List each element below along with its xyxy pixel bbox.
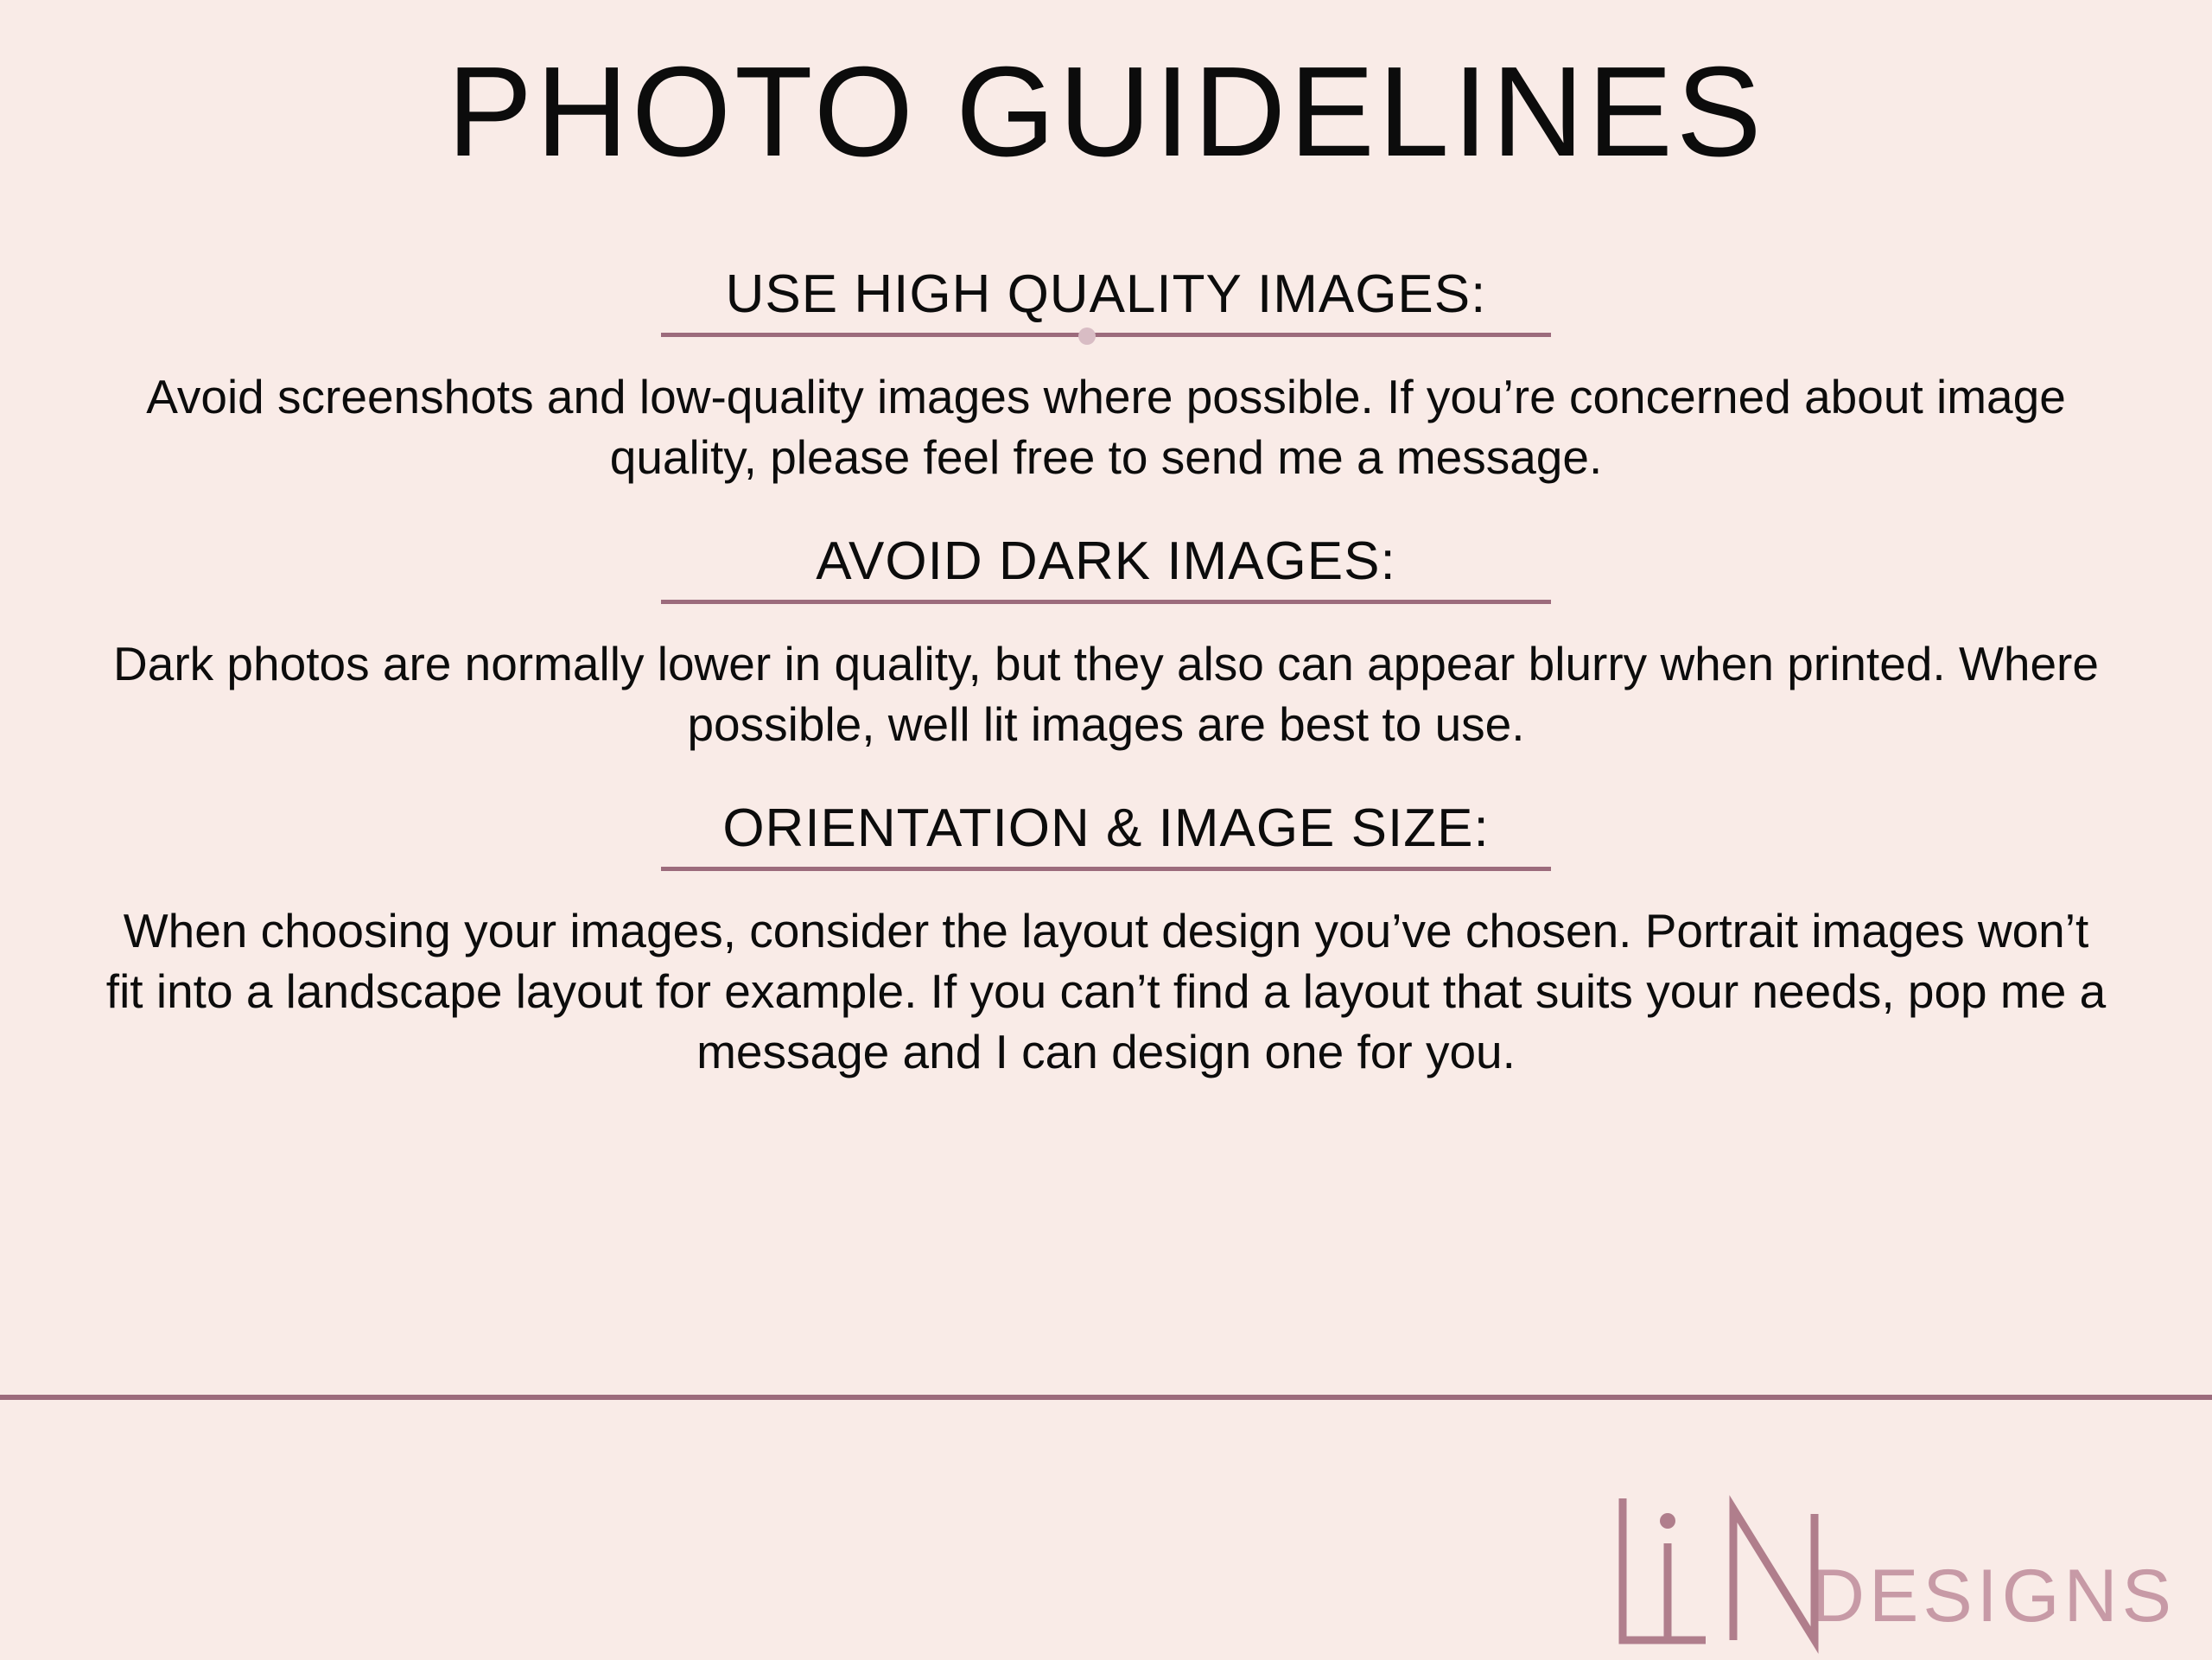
- section-body: Dark photos are normally lower in quality, but they also can appear blurry when printed. Where possible, well lit images are best to use.: [113, 636, 2099, 751]
- section-heading: [722, 799, 1489, 870]
- logo-monogram-icon: [1604, 1483, 1820, 1656]
- page-title: PHOTO GUIDELINES: [447, 41, 1765, 183]
- decorative-dot: [1078, 328, 1096, 345]
- section-heading-text: AVOID DARK IMAGES:: [816, 531, 1396, 592]
- section-body: When choosing your images, consider the layout design you’ve chosen. Portrait images won’t fit into a landscape layout for example. If you can’t find a layout that suits your needs, pop me a message and I can design one for you.: [105, 903, 2107, 1079]
- logo-wordmark: DESIGNS: [1810, 1555, 2176, 1638]
- section-orientation-and-image-size: [52, 799, 2160, 1082]
- content-spacer: [0, 1083, 2212, 1395]
- heading-underline: [661, 333, 1551, 337]
- heading-underline: [661, 867, 1551, 871]
- heading-underline: [661, 600, 1551, 604]
- section-use-high-quality-images: [52, 265, 2160, 487]
- brand-logo: [1604, 1474, 2176, 1656]
- section-body: Avoid screenshots and low-quality images where possible. If you’re concerned about image quality, please feel free to send me a message.: [146, 369, 2066, 484]
- section-avoid-dark-images: [52, 532, 2160, 754]
- section-heading: [726, 265, 1487, 336]
- footer: [0, 1395, 2212, 1659]
- section-heading: [816, 532, 1395, 603]
- section-heading-text: USE HIGH QUALITY IMAGES:: [725, 264, 1487, 325]
- section-heading-text: ORIENTATION & IMAGE SIZE:: [722, 798, 1490, 859]
